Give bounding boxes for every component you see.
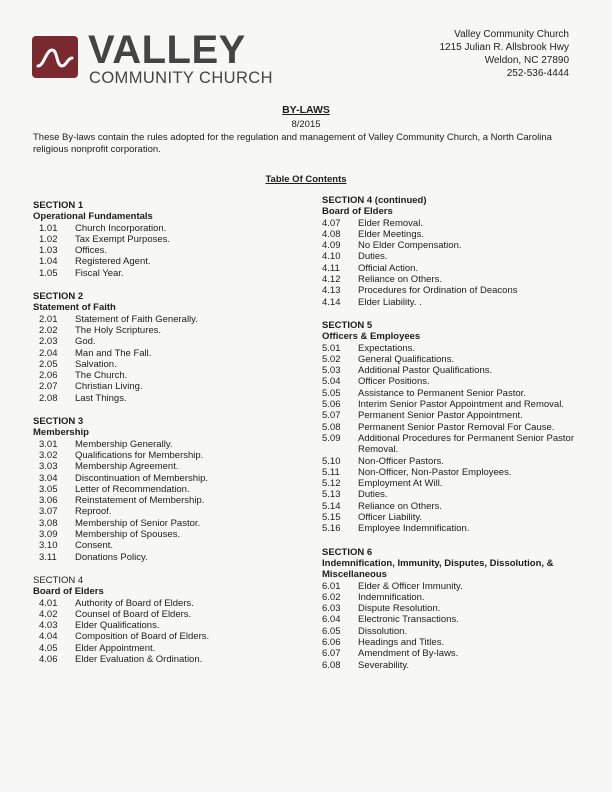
toc-item [322, 410, 592, 421]
toc-section [33, 575, 293, 665]
toc-item [33, 450, 293, 461]
section-heading: SECTION 1 [33, 200, 84, 211]
toc-item-number: 5.01 [322, 342, 341, 354]
toc-item-label: Elder Appointment. [75, 642, 156, 654]
address-phone: 252-536-4444 [506, 68, 569, 79]
toc-section [322, 195, 592, 308]
toc-item [33, 336, 293, 347]
toc-item-label: Permanent Senior Pastor Appointment. [358, 410, 523, 422]
toc-item-number: 3.08 [39, 517, 58, 529]
toc-item-label: Membership Generally. [75, 438, 173, 450]
toc-item-number: 4.11 [322, 262, 340, 274]
toc-item-label: The Holy Scriptures. [75, 324, 162, 336]
toc-item-number: 3.06 [39, 495, 58, 507]
toc-item [322, 467, 592, 478]
document-title: BY-LAWS [282, 104, 330, 116]
toc-item-number: 5.02 [322, 353, 341, 365]
toc-item-number: 1.03 [39, 245, 58, 257]
toc-item-number: 6.01 [322, 580, 341, 592]
toc-item-label: Registered Agent. [75, 256, 151, 268]
toc-item [33, 348, 293, 359]
address-line: Weldon, NC 27890 [484, 55, 569, 66]
toc-item-number: 2.01 [39, 313, 58, 325]
toc-item-number: 5.12 [322, 478, 341, 490]
toc-item-label: Dispute Resolution. [358, 603, 441, 615]
toc-item-number: 4.04 [39, 631, 58, 643]
toc-item [33, 631, 293, 642]
toc-item [322, 456, 592, 467]
toc-item [322, 626, 592, 637]
document-date: 8/2015 [291, 119, 321, 130]
toc-item [33, 245, 293, 256]
toc-item [33, 473, 293, 484]
toc-section [33, 200, 293, 279]
toc-item-label: Counsel of Board of Elders. [75, 608, 192, 620]
toc-item [33, 529, 293, 540]
section-heading: SECTION 4 [33, 574, 84, 586]
section-title: Board of Elders [322, 206, 393, 218]
toc-item-label: No Elder Compensation. [358, 240, 462, 252]
toc-item-label: Reinstatement of Membership. [75, 495, 205, 507]
toc-item-label: Elder Removal. [358, 217, 423, 229]
toc-item-number: 2.04 [39, 347, 58, 359]
toc-item-number: 4.06 [39, 653, 58, 665]
church-address [439, 28, 569, 80]
toc-section [33, 291, 293, 404]
toc-item [33, 325, 293, 336]
toc-item-label: Composition of Board of Elders. [75, 631, 210, 643]
toc-item-number: 3.10 [39, 540, 58, 552]
section-heading: SECTION 4 (continued) [322, 195, 427, 206]
toc-item-number: 5.07 [322, 410, 341, 422]
toc-item-label: Indemnification. [358, 591, 425, 603]
toc-item-number: 4.03 [39, 620, 58, 632]
toc-item-number: 3.11 [39, 551, 57, 563]
toc-section [322, 547, 592, 671]
toc-item-label: Assistance to Permanent Senior Pastor. [358, 387, 526, 399]
toc-item-label: Elder & Officer Immunity. [358, 580, 463, 592]
section-title: Operational Fundamentals [33, 211, 153, 223]
toc-item-number: 1.01 [39, 222, 58, 234]
toc-item-number: 4.09 [322, 240, 341, 252]
toc-item-label: Procedures for Ordination of Deacons [358, 285, 518, 297]
toc-item [322, 637, 592, 648]
toc-item [33, 381, 293, 392]
toc-item-label: Additional Procedures for Permanent Senior Pastor Removal. [358, 432, 574, 456]
toc-item-number: 2.06 [39, 370, 58, 382]
toc-right-column [322, 195, 592, 683]
toc-item [322, 489, 592, 500]
toc-item-number: 6.05 [322, 625, 341, 637]
toc-item-label: Non-Officer Pastors. [358, 455, 444, 467]
toc-item-number: 4.05 [39, 642, 58, 654]
toc-item-number: 6.03 [322, 603, 341, 615]
toc-item-label: Offices. [75, 245, 108, 257]
toc-item [322, 376, 592, 387]
toc-item-label: Membership of Spouses. [75, 529, 181, 541]
toc-item [33, 506, 293, 517]
toc-item-label: Severability. [358, 659, 410, 671]
toc-item [322, 581, 592, 592]
toc-item-label: Statement of Faith Generally. [75, 313, 198, 325]
toc-item-label: Elder Evaluation & Ordination. [75, 653, 203, 665]
toc-item-number: 5.15 [322, 512, 341, 524]
toc-item [322, 263, 592, 274]
toc-item [33, 234, 293, 245]
toc-item-label: Official Action. [358, 262, 419, 274]
toc-item [322, 399, 592, 410]
toc-item [322, 422, 592, 433]
section-title: Officers & Employees [322, 331, 421, 343]
toc-item-number: 2.08 [39, 392, 58, 404]
toc-item [33, 359, 293, 370]
toc-item-label: Headings and Titles. [358, 636, 445, 648]
toc-item-label: Reliance on Others. [358, 500, 442, 512]
toc-item-number: 5.05 [322, 387, 341, 399]
section-title: Statement of Faith [33, 302, 116, 314]
toc-item-number: 2.05 [39, 358, 58, 370]
toc-item-number: 5.03 [322, 365, 341, 377]
toc-item [322, 274, 592, 285]
toc-item-label: Letter of Recommendation. [75, 483, 190, 495]
toc-section [322, 320, 592, 535]
toc-item [322, 354, 592, 365]
toc-item [322, 433, 592, 456]
toc-item-number: 4.01 [39, 597, 58, 609]
toc-item [322, 297, 592, 308]
toc-item [322, 501, 592, 512]
toc-title: Table Of Contents [265, 174, 347, 185]
section-heading: SECTION 3 [33, 416, 84, 428]
toc-item-label: Qualifications for Membership. [75, 449, 204, 461]
toc-item-number: 5.04 [322, 376, 341, 388]
toc-item-number: 5.10 [322, 455, 341, 467]
section-heading: SECTION 6 [322, 546, 373, 558]
toc-item [322, 229, 592, 240]
toc-item [33, 484, 293, 495]
toc-item-number: 3.05 [39, 483, 58, 495]
toc-item-number: 2.07 [39, 381, 58, 393]
intro-paragraph: These By-laws contain the rules adopted for the regulation and management of Valley Community Church, a North Carolina religious nonprofit corporation. [33, 132, 552, 155]
toc-item-label: God. [75, 336, 96, 348]
toc-item-label: Elder Liability. . [358, 296, 422, 308]
toc-item [33, 314, 293, 325]
toc-item [322, 603, 592, 614]
toc-item-label: Dissolution. [358, 625, 408, 637]
toc-item-label: Officer Positions. [358, 376, 430, 388]
toc-item-label: Duties. [358, 251, 388, 263]
toc-item-label: Consent. [75, 540, 114, 552]
toc-item-number: 5.08 [322, 421, 341, 433]
toc-item [322, 343, 592, 354]
toc-item-label: Expectations. [358, 342, 416, 354]
toc-item-number: 3.07 [39, 506, 58, 518]
toc-item [33, 393, 293, 404]
toc-item [322, 592, 592, 603]
toc-item-label: The Church. [75, 370, 128, 382]
toc-item-label: Tax Exempt Purposes. [75, 233, 171, 245]
toc-item [33, 552, 293, 563]
toc-item-number: 3.01 [39, 438, 58, 450]
toc-item [33, 620, 293, 631]
toc-item-label: Fiscal Year. [75, 267, 124, 279]
toc-item-number: 5.11 [322, 466, 340, 478]
toc-item-label: Christian Living. [75, 381, 143, 393]
section-title: Membership [33, 427, 89, 439]
toc-item-number: 4.12 [322, 274, 341, 286]
section-heading: SECTION 2 [33, 291, 84, 303]
logo-subtitle: COMMUNITY CHURCH [89, 69, 273, 87]
toc-item-number: 4.14 [322, 296, 341, 308]
toc-item-number: 4.13 [322, 285, 341, 297]
toc-item-label: Non-Officer, Non-Pastor Employees. [358, 466, 512, 478]
toc-item-number: 1.04 [39, 256, 58, 268]
toc-item-number: 6.08 [322, 659, 341, 671]
toc-item-label: Duties. [358, 489, 388, 501]
toc-left-column [33, 200, 293, 677]
toc-item [322, 218, 592, 229]
toc-item-number: 6.02 [322, 591, 341, 603]
toc-item [33, 518, 293, 529]
toc-item [33, 540, 293, 551]
toc-item-label: Church Incorporation. [75, 222, 167, 234]
toc-item-label: Additional Pastor Qualifications. [358, 365, 493, 377]
toc-item-label: Salvation. [75, 358, 117, 370]
address-line: 1215 Julian R. Allsbrook Hwy [439, 42, 569, 53]
toc-item-number: 2.02 [39, 324, 58, 336]
toc-item-label: Man and The Fall. [75, 347, 152, 359]
church-logo-icon [32, 36, 78, 78]
toc-item-number: 6.06 [322, 636, 341, 648]
toc-item [33, 268, 293, 279]
toc-item [33, 598, 293, 609]
toc-item [322, 523, 592, 534]
toc-item-number: 4.08 [322, 228, 341, 240]
toc-item-label: Discontinuation of Membership. [75, 472, 209, 484]
toc-item [33, 439, 293, 450]
toc-item-number: 4.02 [39, 608, 58, 620]
toc-item-label: Reliance on Others. [358, 274, 442, 286]
toc-item-label: Elder Qualifications. [75, 620, 160, 632]
toc-item-number: 3.03 [39, 461, 58, 473]
toc-item-number: 5.16 [322, 523, 341, 535]
toc-item-label: Elder Meetings. [358, 228, 425, 240]
toc-item [33, 609, 293, 620]
toc-item-label: Permanent Senior Pastor Removal For Cause. [358, 421, 555, 433]
toc-item-number: 4.10 [322, 251, 341, 263]
toc-item [322, 388, 592, 399]
toc-item-number: 5.13 [322, 489, 341, 501]
section-title: Board of Elders [33, 586, 104, 598]
toc-item [322, 240, 592, 251]
toc-item-label: Electronic Transactions. [358, 614, 459, 626]
toc-item [322, 614, 592, 625]
logo-wordmark: VALLEY [88, 28, 246, 72]
toc-item [322, 251, 592, 262]
toc-item [33, 223, 293, 234]
toc-item-label: General Qualifications. [358, 353, 455, 365]
toc-item-number: 1.02 [39, 233, 58, 245]
toc-item-label: Donations Policy. [75, 551, 148, 563]
toc-item-number: 3.04 [39, 472, 58, 484]
toc-item-label: Employment At Will. [358, 478, 443, 490]
toc-item [322, 660, 592, 671]
toc-item [322, 512, 592, 523]
toc-item-number: 5.09 [322, 432, 341, 444]
toc-item-number: 4.07 [322, 217, 341, 229]
toc-item [322, 285, 592, 296]
toc-item [322, 365, 592, 376]
toc-item-number: 5.14 [322, 500, 341, 512]
toc-item [33, 370, 293, 381]
toc-item-number: 2.03 [39, 336, 58, 348]
toc-item-label: Membership of Senior Pastor. [75, 517, 201, 529]
toc-item [33, 654, 293, 665]
toc-item-label: Reproof. [75, 506, 112, 518]
toc-item-label: Officer Liability. [358, 512, 423, 524]
toc-item-number: 3.09 [39, 529, 58, 541]
toc-item [322, 648, 592, 659]
section-title: Indemnification, Immunity, Disputes, Dissolution, & Miscellaneous [322, 557, 554, 581]
toc-item [33, 256, 293, 267]
address-line: Valley Community Church [454, 29, 569, 40]
section-heading: SECTION 5 [322, 319, 373, 331]
toc-item [33, 495, 293, 506]
toc-section [33, 416, 293, 563]
toc-item-label: Membership Agreement. [75, 461, 179, 473]
toc-item-number: 5.06 [322, 399, 341, 411]
toc-item-number: 3.02 [39, 449, 58, 461]
toc-item-label: Interim Senior Pastor Appointment and Removal. [358, 399, 564, 411]
toc-item-number: 6.07 [322, 648, 341, 660]
toc-item-number: 1.05 [39, 267, 58, 279]
toc-item-number: 6.04 [322, 614, 341, 626]
toc-item [322, 478, 592, 489]
toc-item-label: Authority of Board of Elders. [75, 597, 194, 609]
toc-item-label: Amendment of By-laws. [358, 648, 459, 660]
toc-item-label: Last Things. [75, 392, 127, 404]
toc-item [33, 461, 293, 472]
toc-item [33, 643, 293, 654]
toc-item-label: Employee Indemnification. [358, 523, 470, 535]
